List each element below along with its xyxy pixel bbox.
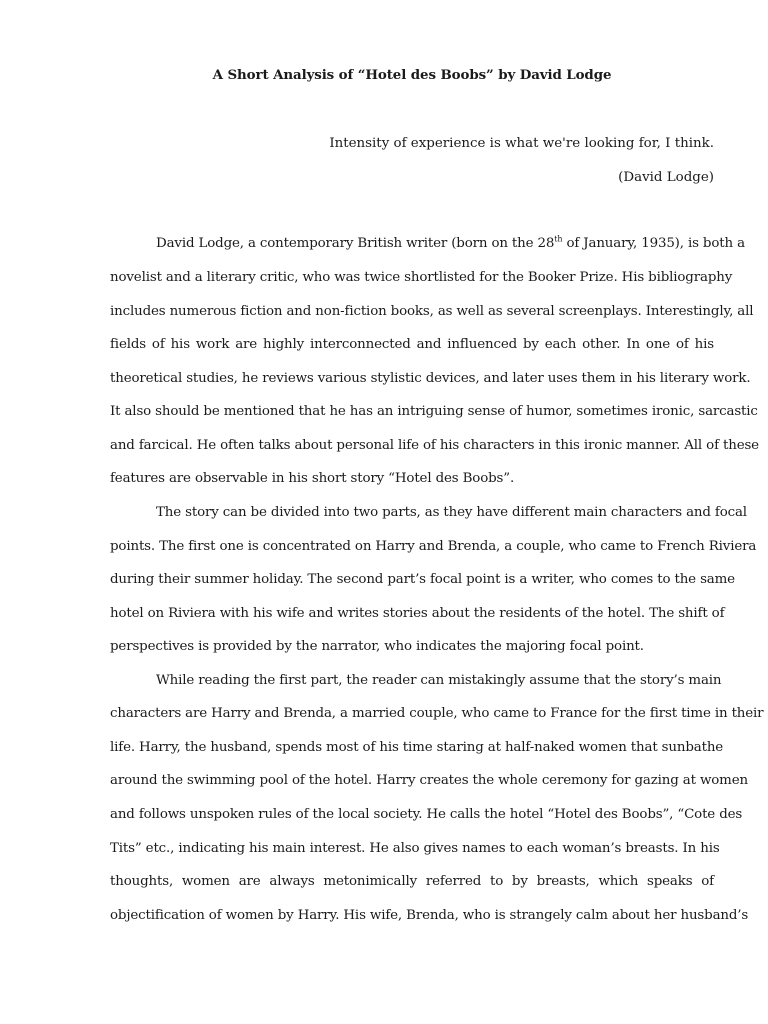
page-title: A Short Analysis of “Hotel des Boobs” by David Lodge bbox=[212, 67, 612, 83]
paragraph-1-line-7: and farcical. He often talks about personal life of his characters in this ironic manner. All of these bbox=[110, 438, 759, 453]
paragraph-3-line-2: characters are Harry and Brenda, a married couple, who came to France for the first time in their bbox=[110, 706, 764, 721]
paragraph-3-line-6: Tits” etc., indicating his main interest. He also gives names to each woman’s breasts. In his bbox=[110, 841, 720, 856]
paragraph-1-line-8: features are observable in his short story “Hotel des Boobs”. bbox=[110, 471, 515, 486]
paragraph-1-line-1: David Lodge, a contemporary British writer (born on the 28th of January, 1935), is both a bbox=[156, 234, 745, 251]
paragraph-2-line-5: perspectives is provided by the narrator, who indicates the majoring focal point. bbox=[110, 639, 644, 654]
paragraph-1-line-2: novelist and a literary critic, who was twice shortlisted for the Booker Prize. His bibliography bbox=[110, 270, 733, 285]
paragraph-1-line-4: fields of his work are highly interconnected and influenced by each other. In one of his bbox=[110, 337, 714, 352]
paragraph-3-line-8: objectification of women by Harry. His wife, Brenda, who is strangely calm about her husband’s bbox=[110, 908, 749, 923]
superscript-ordinal: th bbox=[554, 234, 563, 244]
paragraph-1-line-6: It also should be mentioned that he has an intriguing sense of humor, sometimes ironic, sarcastic bbox=[110, 404, 758, 419]
paragraph-2-line-2: points. The first one is concentrated on Harry and Brenda, a couple, who came to French Riviera bbox=[110, 539, 757, 554]
epigraph-quote: Intensity of experience is what we're looking for, I think. bbox=[329, 136, 714, 151]
paragraph-3-line-3: life. Harry, the husband, spends most of his time staring at half-naked women that sunbathe bbox=[110, 740, 724, 755]
paragraph-2-line-1: The story can be divided into two parts, as they have different main characters and focal bbox=[156, 505, 747, 520]
epigraph-author: (David Lodge) bbox=[618, 170, 714, 185]
paragraph-3-line-5: and follows unspoken rules of the local society. He calls the hotel “Hotel des Boobs”, “Cote des bbox=[110, 807, 743, 822]
paragraph-3-line-7: thoughts, women are always metonimically referred to by breasts, which speaks of bbox=[110, 874, 714, 889]
paragraph-1-line-5: theoretical studies, he reviews various stylistic devices, and later uses them in his literary work. bbox=[110, 371, 751, 386]
paragraph-2-line-3: during their summer holiday. The second part’s focal point is a writer, who comes to the same bbox=[110, 572, 735, 587]
paragraph-3-line-4: around the swimming pool of the hotel. Harry creates the whole ceremony for gazing at women bbox=[110, 773, 748, 788]
paragraph-2-line-4: hotel on Riviera with his wife and writes stories about the residents of the hotel. The shift of bbox=[110, 606, 725, 621]
paragraph-1-line-3: includes numerous fiction and non-fiction books, as well as several screenplays. Interestingly, all bbox=[110, 304, 754, 319]
paragraph-3-line-1: While reading the first part, the reader can mistakingly assume that the story’s main bbox=[156, 673, 722, 688]
